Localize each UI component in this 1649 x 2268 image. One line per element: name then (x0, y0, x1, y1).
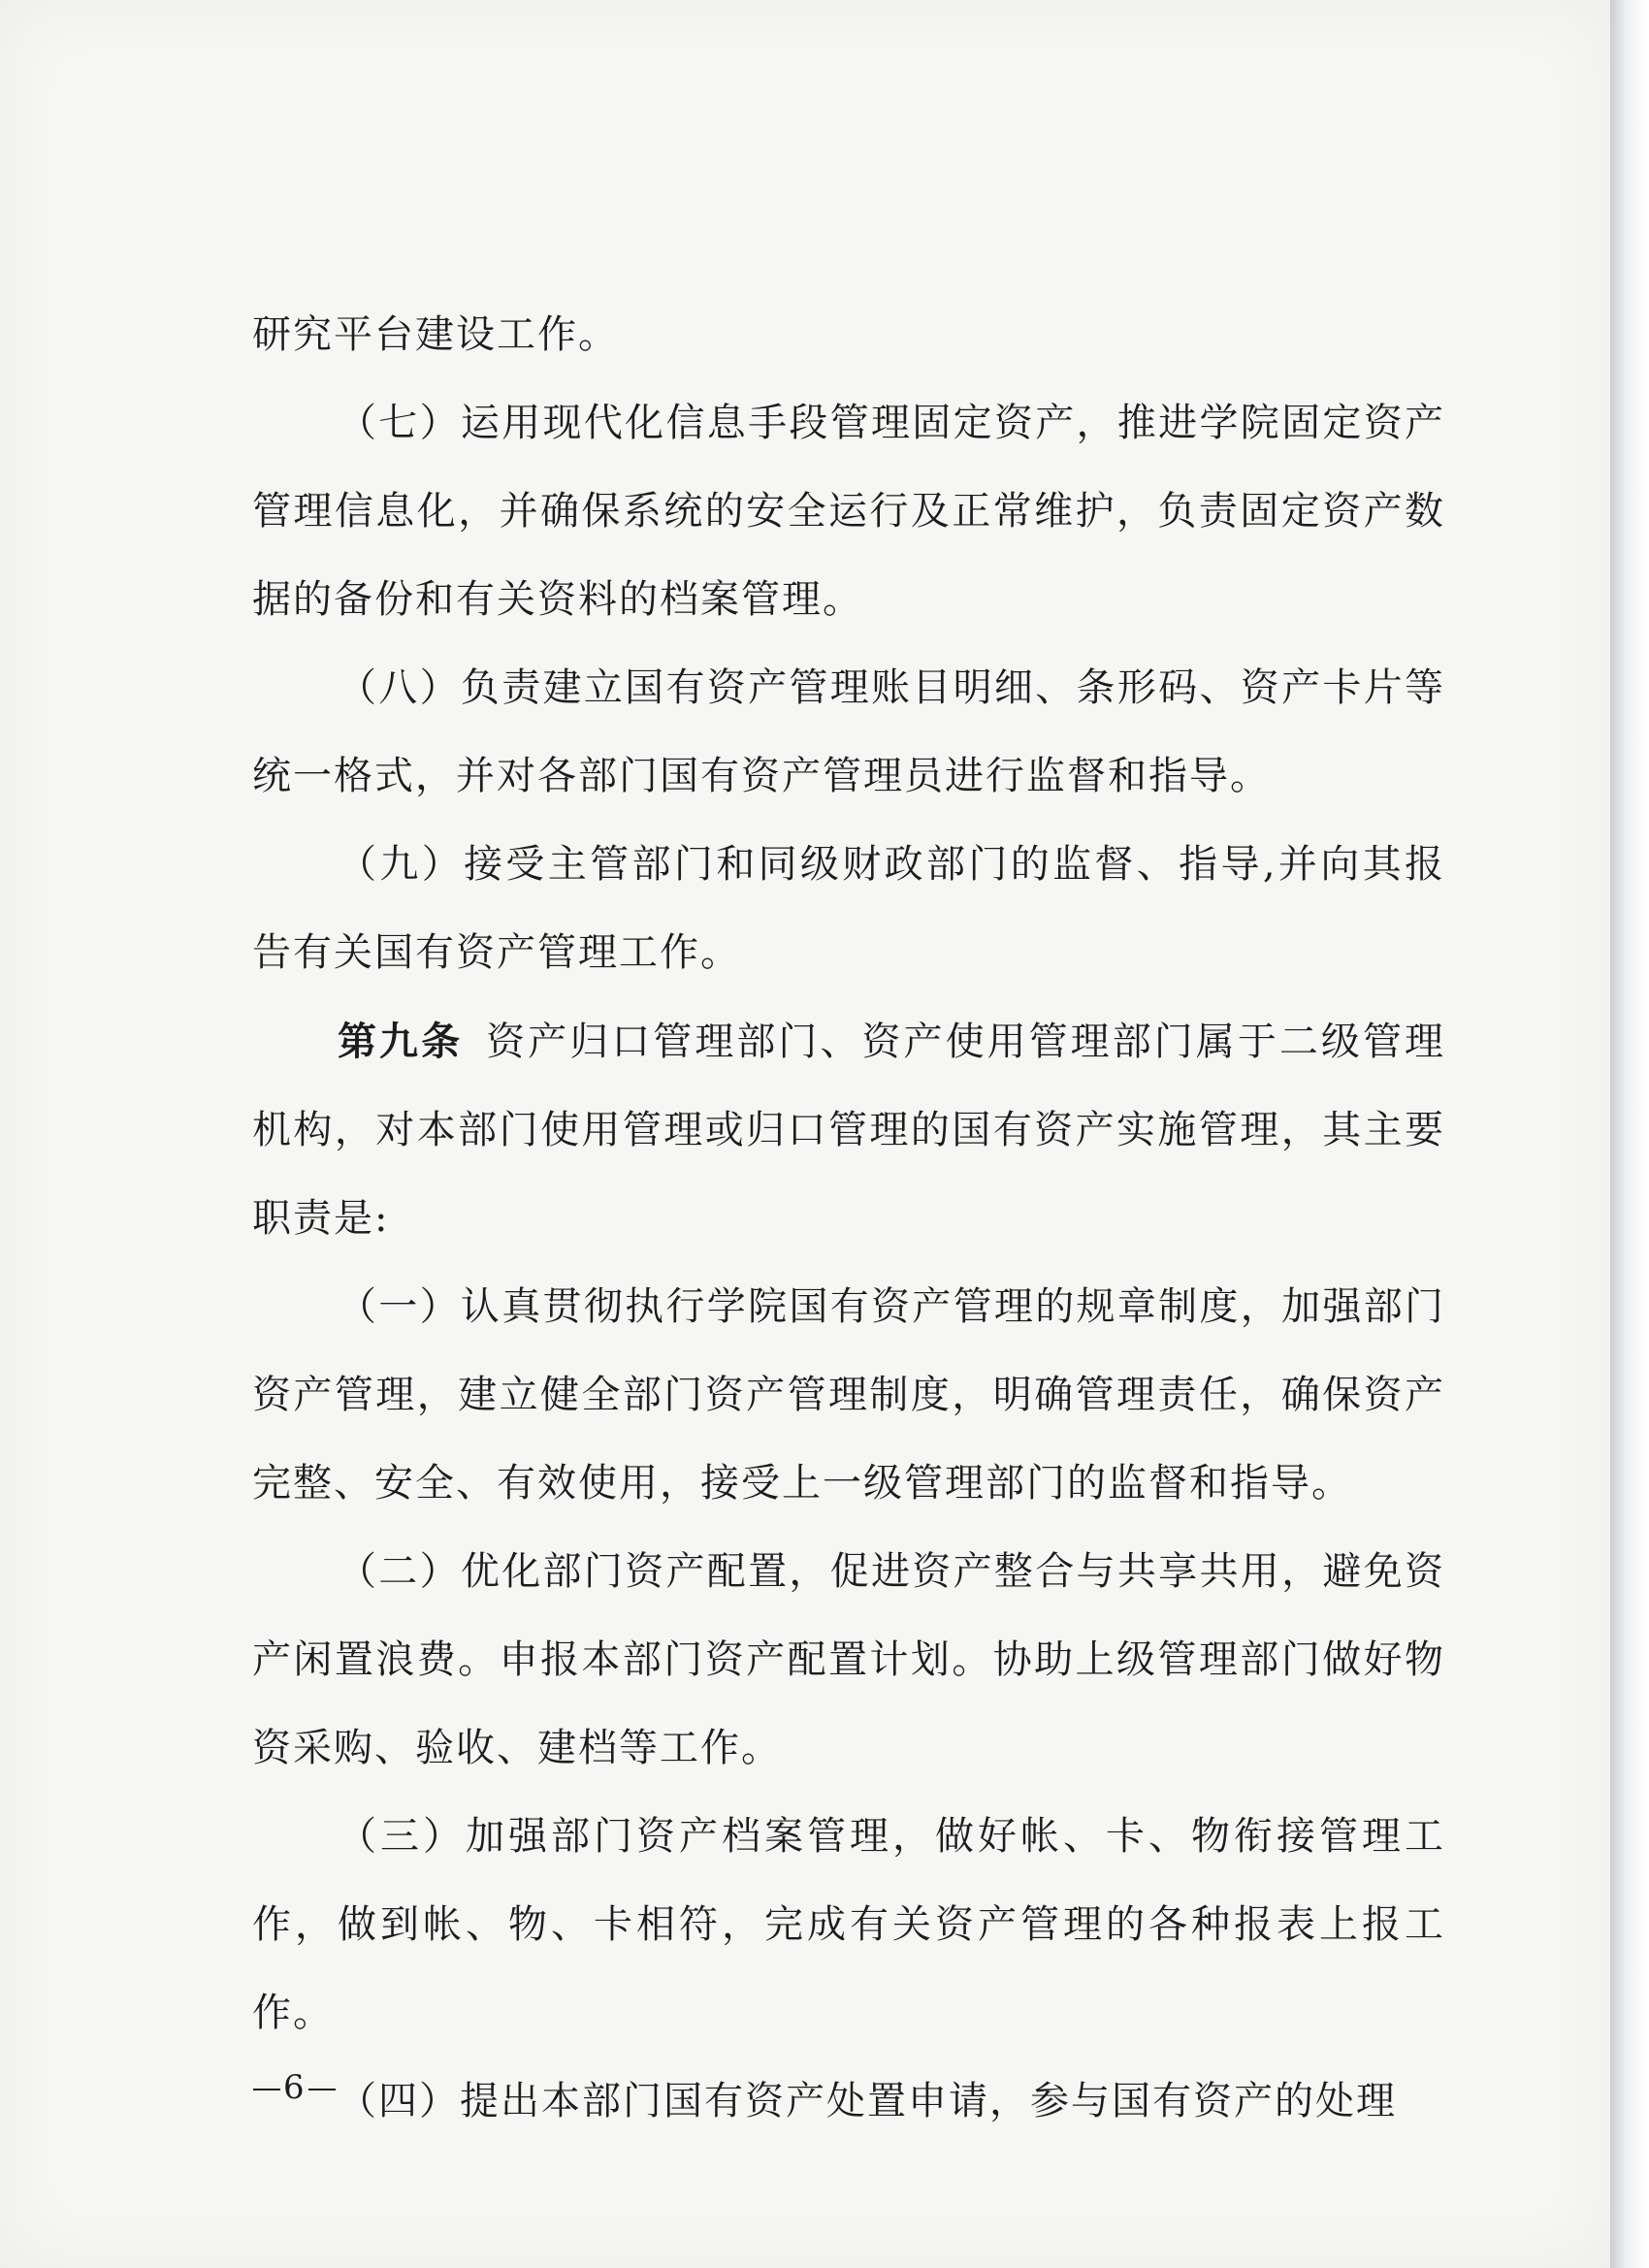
article-number: 第九条 (338, 1019, 464, 1064)
paragraph-item-7: （七）运用现代化信息手段管理固定资产，推进学院固定资产管理信息化，并确保系统的安全运行及正常维护，负责固定资产数据的备份和有关资料的档案管理。 (252, 401, 1445, 622)
document-body (252, 291, 1445, 2146)
paragraph-duty-4: （四）提出本部门国有资产处置申请，参与国有资产的处理 (338, 2079, 1397, 2123)
paragraph-article-9 (252, 997, 1445, 1263)
page-edge-shadow (1610, 0, 1649, 2268)
paragraph-duty-2: （二）优化部门资产配置，促进资产整合与共享共用，避免资产闲置浪费。申报本部门资产配置计划。协助上级管理部门做好物资采购、验收、建档等工作。 (252, 1549, 1445, 1770)
page-number-value: 6 (283, 2068, 306, 2107)
paragraph-continuation: 研究平台建设工作。 (252, 312, 619, 357)
paragraph-item-9: （九）接受主管部门和同级财政部门的监督、指导,并向其报告有关国有资产管理工作。 (252, 842, 1445, 975)
page-number (250, 2068, 339, 2107)
paragraph-duty-1: （一）认真贯彻执行学院国有资产管理的规章制度，加强部门资产管理，建立健全部门资产管理制度，明确管理责任，确保资产完整、安全、有效使用，接受上一级管理部门的监督和指导。 (252, 1284, 1445, 1506)
paragraph-item-8: （八）负责建立国有资产管理账目明细、条形码、资产卡片等统一格式，并对各部门国有资产管理员进行监督和指导。 (252, 665, 1445, 798)
paragraph-duty-3: （三）加强部门资产档案管理，做好帐、卡、物衔接管理工作，做到帐、物、卡相符，完成有关资产管理的各种报表上报工作。 (252, 1814, 1445, 2035)
dash-right (308, 2089, 336, 2090)
article-text: 资产归口管理部门、资产使用管理部门属于二级管理机构，对本部门使用管理或归口管理的国有资产实施管理，其主要职责是: (252, 1020, 1446, 1241)
dash-left (253, 2089, 280, 2090)
